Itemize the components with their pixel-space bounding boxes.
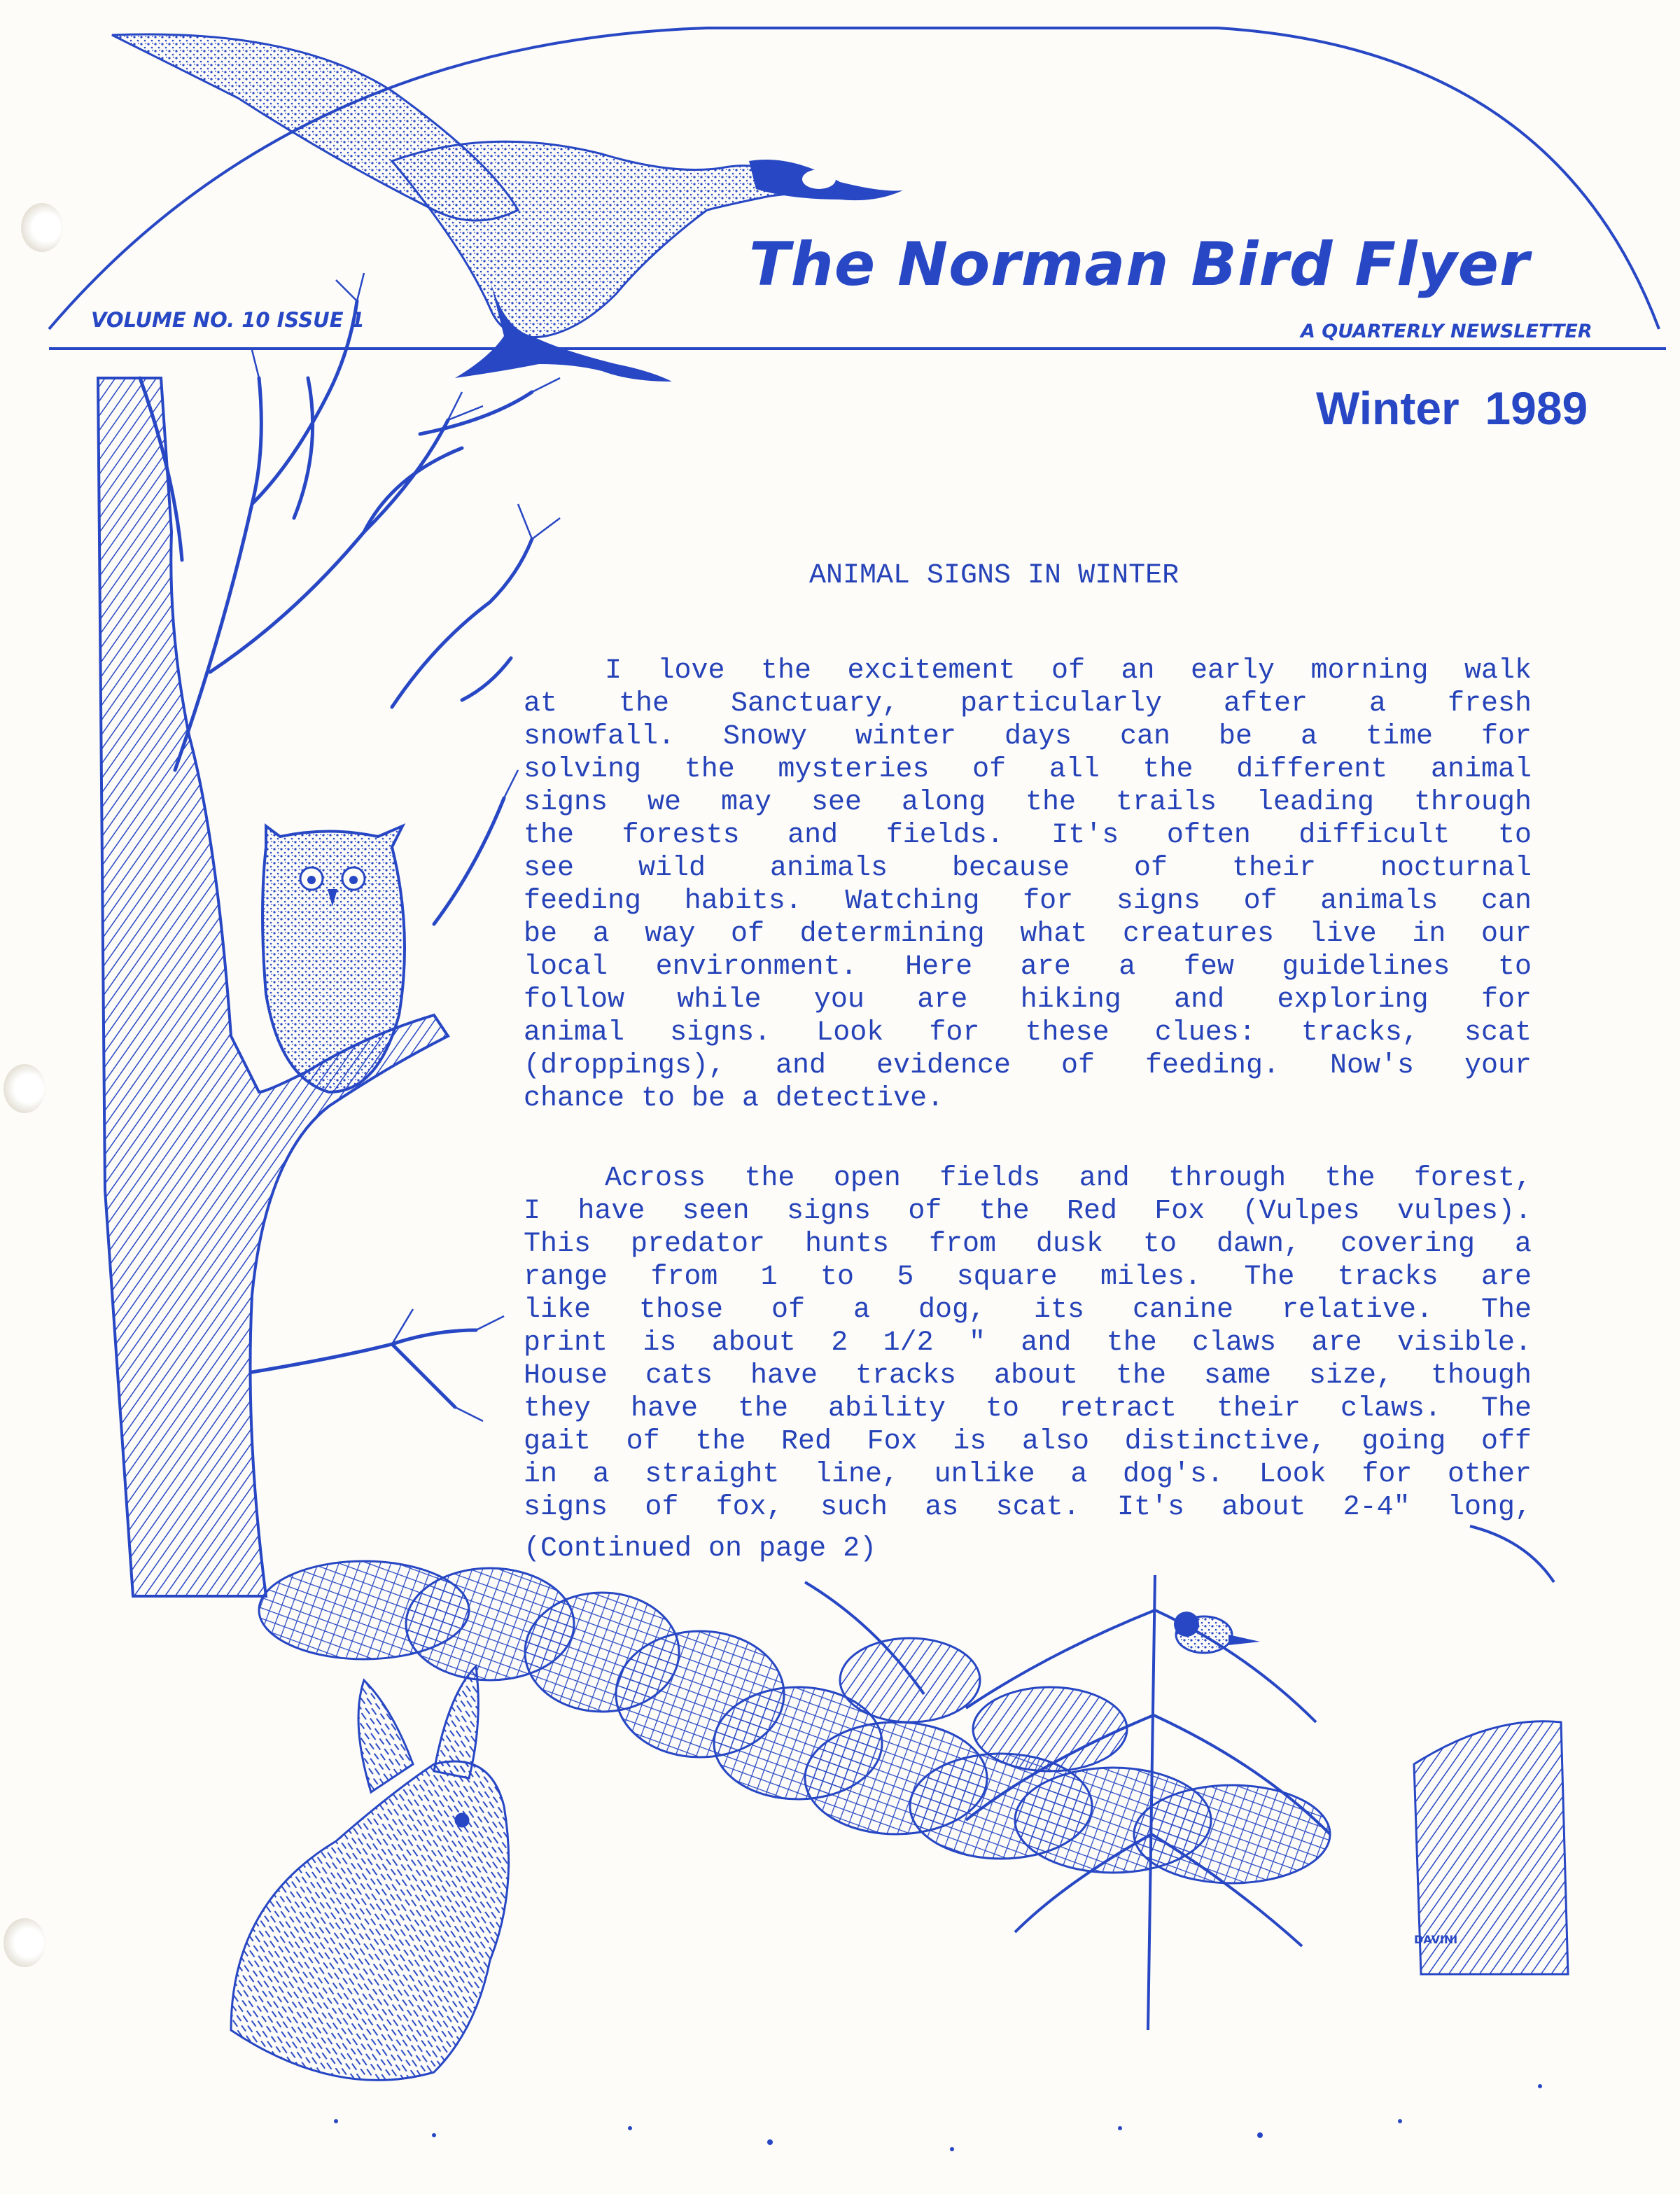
article-line: I have seen signs of the Red Fox (Vulpes vulpes).	[524, 1196, 1532, 1227]
article-title: ANIMAL SIGNS IN WINTER	[809, 560, 1180, 592]
newsletter-tagline: A QUARTERLY NEWSLETTER	[1301, 321, 1592, 342]
article-line: range from 1 to 5 square miles. The tracks are	[524, 1262, 1532, 1293]
article-line: signs of fox, such as scat. It's about 2-4" long,	[524, 1492, 1532, 1523]
article-line: like those of a dog, its canine relative. The	[524, 1294, 1532, 1326]
article-line: print is about 2 1/2 " and the claws are visible.	[524, 1327, 1532, 1359]
chickadee-drawing	[1174, 1612, 1260, 1653]
article-line: see wild animals because of their nocturnal	[524, 853, 1532, 884]
continued-note: (Continued on page 2)	[524, 1533, 877, 1565]
article-line: follow while you are hiking and exploring for	[524, 984, 1532, 1016]
article-line: Across the open fields and through the forest,	[605, 1163, 1532, 1194]
great-horned-owl-drawing	[262, 826, 405, 1092]
punch-hole-top	[21, 203, 63, 252]
article-line: be a way of determining what creatures live in our	[524, 918, 1532, 950]
cottontail-rabbit-drawing	[231, 1666, 509, 2080]
article-line: feeding habits. Watching for signs of animals can	[524, 886, 1532, 917]
article-line: I love the excitement of an early morning walk	[605, 655, 1532, 687]
article-line: animal signs. Look for these clues: tracks, scat	[524, 1017, 1532, 1049]
article-line: local environment. Here are a few guidelines to	[524, 951, 1532, 983]
article-line: solving the mysteries of all the different animal	[524, 754, 1532, 785]
article-line: chance to be a detective.	[524, 1083, 944, 1115]
issue-season: Winter 1989	[1316, 382, 1588, 434]
snow-ground-texture	[334, 2084, 1542, 2151]
artist-signature: DAVINI	[1414, 1933, 1458, 1946]
article-line: This predator hunts from dusk to dawn, covering a	[524, 1229, 1532, 1260]
article-paragraph-1	[524, 655, 1532, 1115]
punch-hole-bottom	[4, 1918, 46, 1967]
article-line: (droppings), and evidence of feeding. Now's your	[524, 1050, 1532, 1082]
article-line: snowfall. Snowy winter days can be a time for	[524, 721, 1532, 753]
article-line: the forests and fields. It's often difficult to	[524, 820, 1532, 851]
article-line: they have the ability to retract their claws. The	[524, 1393, 1532, 1425]
article-paragraph-2	[524, 1162, 1532, 1524]
article-line: in a straight line, unlike a dog's. Look for other	[524, 1459, 1532, 1490]
article-line: signs we may see along the trails leading through	[524, 787, 1532, 818]
newsletter-title: The Norman Bird Flyer	[749, 230, 1530, 300]
volume-issue-label: VOLUME NO. 10 ISSUE 1	[91, 308, 365, 332]
article-line: at the Sanctuary, particularly after a fresh	[524, 688, 1532, 720]
punch-hole-middle	[4, 1064, 46, 1113]
article-line: gait of the Red Fox is also distinctive, going off	[524, 1426, 1532, 1458]
article-line: House cats have tracks about the same size, though	[524, 1360, 1532, 1392]
